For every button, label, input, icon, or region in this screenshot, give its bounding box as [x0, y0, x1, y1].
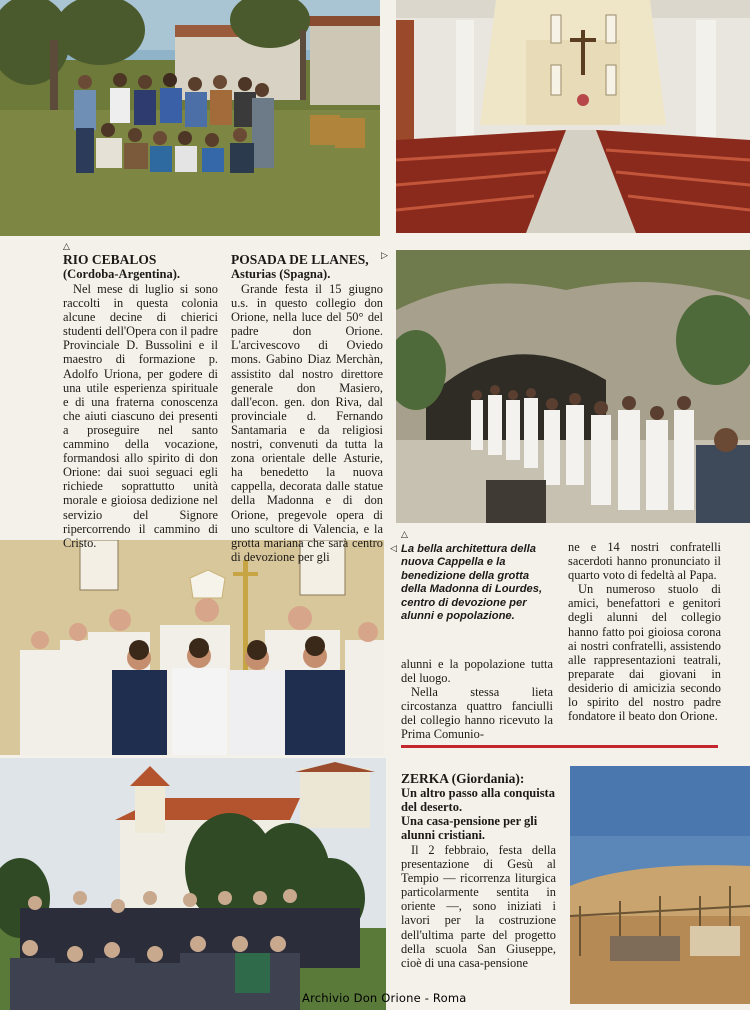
posada-body-part3	[401, 685, 553, 741]
zerka-body-text: Il 2 febbraio, festa della presentazione di Gesù al Tempio — ricorrenza liturgica particolarmente sentita in oriente —, sono iniziati i lavori per la costruzione dell'ultima parte del progetto della scuola San Giuseppe, cioè di una casa-pensione	[401, 843, 556, 970]
photo-caption	[401, 543, 553, 623]
posada-body-part4: ne e 14 nostri confratelli sacerdoti hanno pronunciato il quarto voto di fedeltà al Papa.	[568, 540, 721, 583]
zerka-subtitle-1: Un altro passo alla conquista del deserto.	[401, 786, 555, 814]
posada-subtitle: Asturias (Spagna).	[231, 267, 331, 281]
zerka-title: ZERKA (Giordania):	[401, 771, 525, 786]
posada-continuation-right	[568, 540, 721, 723]
zerka-body	[401, 843, 556, 970]
zerka-subtitle-2: Una casa-pensione per gli alunni cristiani.	[401, 814, 538, 842]
chapel-interior-photo	[396, 0, 750, 233]
up-triangle-marker-icon: △	[63, 242, 70, 252]
right-triangle-marker-icon: ▷	[381, 251, 388, 261]
first-communion-photo	[0, 540, 384, 755]
section-divider	[401, 745, 718, 748]
rio-cebalos-body	[63, 282, 218, 550]
posada-body-part5-text: Un numeroso stuolo di amici, benefattori e genitori degli alunni del collegio hanno fatto poi gioiosa corona ai nostri confratelli, assistendo alle rappresentazioni teatrali, preparate dai giovani in desiderio di amicizia secondo lo spirito del nostro padre fondatore il beato don Orione.	[568, 582, 721, 724]
rio-cebalos-body-text: Nel mese di luglio si sono raccolti in questa colonia alcune decine di chierici studenti dell'Opera con il padre Provinciale D. Bussolini e il maestro di formazione p. Adolfo Uriona, per godere di una utile esperienza spirituale e di una fraterna conoscenza che aiuti ciascuno dei presenti a proseguire nel santo cammino della vocazione, formandosi allo spirito di don Orione: dai suoi seguaci egli richiede soprattutto unità morale e gioiosa dedizione nel servizio del Signore ripercorrendo il cammino di Cristo.	[63, 282, 218, 550]
rio-cebalos-title: RIO CEBALOS	[63, 252, 157, 267]
posada-title: POSADA DE LLANES,	[231, 252, 369, 267]
desert-construction-photo	[570, 766, 750, 1004]
posada-body-part5	[568, 582, 721, 723]
posada-body-part1	[231, 282, 383, 564]
archive-label: Archivio Don Orione - Roma	[302, 991, 467, 1005]
posada-body-part3-text: Nella stessa lieta circostanza quattro fanciulli del collegio hanno ricevuto la Prima Comunio-	[401, 685, 553, 742]
left-triangle-caption-marker-icon: ◁	[390, 544, 397, 554]
posada-body-part1-text: Grande festa il 15 giugno u.s. in questo collegio don Orione, nella luce del 50° del padre don Orione. L'arcivescovo di Oviedo mons. Gabino Diaz Merchàn, assistito dal nostro direttore generale don Masiero, dall'econ. gen. don Riva, dal provinciale d. Fernando Santamaria e da religiosi nostri, convenuti da tutta la zona orientale delle Asturie, ha benedetto la nuova cappella, decorata dalle statue della Madonna e di don Orione, pregevole opera di uno scultore di Valencia, e la grotta mariana che sarà centro di devozione per gli	[231, 282, 383, 564]
posada-continuation	[401, 657, 553, 742]
grotto-procession-photo	[396, 250, 750, 523]
rio-cebalos-subtitle: (Cordoba-Argentina).	[63, 267, 181, 281]
posada-article	[231, 252, 383, 564]
rio-cebalos-article	[63, 252, 218, 550]
group-photo	[0, 0, 380, 236]
up-triangle-caption-marker-icon: △	[401, 530, 408, 540]
zerka-building-photo	[0, 758, 386, 1010]
posada-body-part2: alunni e la popolazione tutta del luogo.	[401, 657, 553, 686]
zerka-article	[401, 771, 556, 970]
photo-caption-text: La bella architettura della nuova Cappella e la benedizione della grotta della Madonna di Lourdes, centro di devozione per alunni e popolazione.	[401, 543, 543, 623]
